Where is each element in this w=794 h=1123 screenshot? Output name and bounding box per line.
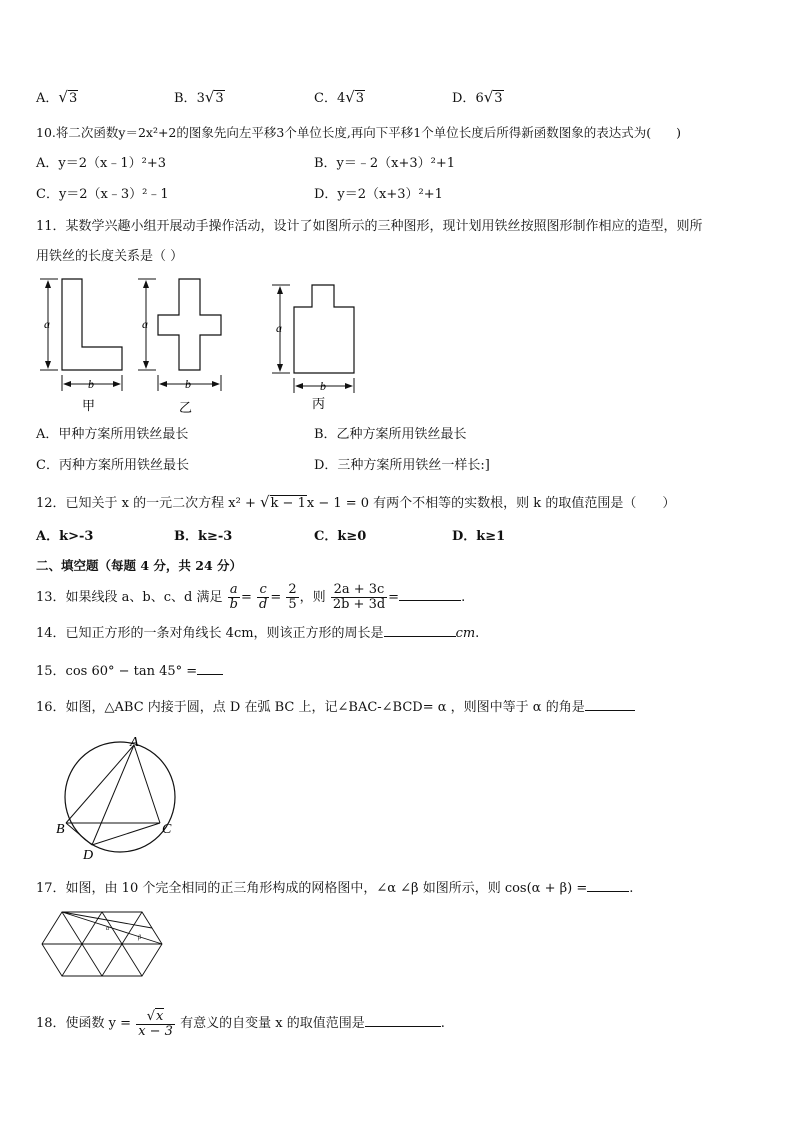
answer-blank[interactable]: [365, 1012, 441, 1027]
arrow-left-icon: [295, 383, 303, 389]
section-heading: 二、填空题（每题 4 分，共 24 分）: [36, 558, 243, 573]
arrow-left-icon: [159, 381, 167, 387]
answer-blank[interactable]: [197, 660, 223, 675]
q17-stem: 17．如图，由 10 个完全相同的正三角形构成的网格图中，∠α ∠β 如图所示，则 cos(α + β) = .: [36, 877, 633, 898]
fig-yi-cross-shape: [158, 279, 221, 370]
q11-figures: [36, 275, 376, 415]
radicand: k − 1: [270, 496, 306, 511]
arrow-right-icon: [345, 383, 353, 389]
fig-label-jia: 甲: [82, 398, 96, 413]
fraction: $\frac{a}{b}$: [229, 582, 238, 612]
fig-label-yi: 乙: [179, 400, 193, 415]
fig-jia-l-shape: [62, 279, 122, 370]
q12-option-d: D．k≥1: [452, 529, 506, 544]
q10-option-c: C．y＝2（x﹣3）²﹣1: [36, 187, 169, 202]
grid-line: [122, 944, 142, 976]
q9-option-d: D．6√3: [452, 88, 503, 106]
point-c-label: C: [162, 822, 172, 837]
label-b: b: [185, 377, 191, 391]
q11-option-a: A．甲种方案所用铁丝最长: [36, 427, 189, 442]
q11-option-c: C．丙种方案所用铁丝最长: [36, 458, 189, 473]
q17-triangle-grid: [38, 908, 168, 982]
grid-line: [62, 912, 82, 944]
option-letter: A．: [36, 91, 59, 106]
q9-option-b: B．3√3: [174, 88, 224, 106]
fig-label-bing: 丙: [312, 396, 326, 411]
q15-stem: 15．cos 60° − tan 45° =: [36, 660, 223, 681]
label-a: a: [276, 321, 282, 335]
q10-option-a: A．y＝2（x﹣1）²+3: [36, 156, 166, 171]
arrow-up-icon: [143, 280, 149, 288]
q11-stem-line1: 11．某数学兴趣小组开展动手操作活动，设计了如图所示的三种图形，现计划用铁丝按照图形制作相应的造型，则所: [36, 219, 703, 234]
segment-ab: [66, 745, 134, 823]
segment-cd: [92, 823, 160, 845]
point-a-label: A: [130, 735, 139, 750]
segment-ac: [134, 745, 160, 823]
arrow-right-icon: [113, 381, 121, 387]
q12-option-c: C．k≥0: [314, 529, 367, 544]
label-a: a: [44, 317, 50, 331]
answer-blank[interactable]: [585, 696, 635, 711]
q18-stem: 18．使函数 y = $\frac{√x}{x - 3}$ 有意义的自变量 x 的取值范围是 .: [36, 1009, 445, 1039]
q14-stem: 14．已知正方形的一条对角线长 4cm，则该正方形的周长是 cm.: [36, 622, 479, 643]
q11-stem-line2: 用铁丝的长度关系是（ ）: [36, 249, 184, 264]
fraction: $\frac{2}{5}$: [288, 582, 297, 612]
answer-blank[interactable]: [587, 877, 629, 892]
grid-line: [82, 912, 102, 944]
grid-line: [102, 944, 122, 976]
ray-beta: [62, 912, 162, 944]
point-d-label: D: [83, 848, 94, 863]
fraction: $\frac{c}{d}$: [259, 582, 268, 612]
grid-line: [62, 944, 82, 976]
segment-bd: [66, 823, 92, 845]
answer-blank[interactable]: [399, 586, 461, 601]
point-b-label: B: [56, 822, 65, 837]
angle-beta-mark: β: [138, 935, 141, 941]
arrow-down-icon: [45, 361, 51, 369]
label-b: b: [320, 379, 326, 393]
q12-stem: 12．已知关于 x 的一元二次方程 x² + √k − 1x − 1 = 0 有两个不相等的实数根，则 k 的取值范围是（ ）: [36, 493, 676, 511]
q12-option-a: A．k>-3: [36, 529, 94, 544]
q12-option-b: B．k≥-3: [174, 529, 233, 544]
label-a: a: [142, 317, 148, 331]
grid-line: [82, 944, 102, 976]
answer-blank[interactable]: [384, 622, 456, 637]
q10-stem: 10.将二次函数y＝2x²+2的图象先向左平移3个单位长度,再向下平移1个单位长度后所得新函数图象的表达式为( ): [36, 125, 682, 140]
q10-option-d: D．y＝2（x+3）²+1: [314, 187, 443, 202]
q13-stem: 13．如果线段 a、b、c、d 满足 $\frac{a}{b}$ = $\frac{c}{d}$ = $\frac{2}{5}$ ，则 $\frac{2a + 3c}{2b + 3d}$ = .: [36, 582, 466, 612]
q11-option-d: D．三种方案所用铁丝一样长:]: [314, 458, 490, 473]
q9-option-c: C．4√3: [314, 88, 365, 106]
arrow-up-icon: [45, 280, 51, 288]
arrow-up-icon: [277, 286, 283, 294]
arrow-down-icon: [143, 361, 149, 369]
segment-ad: [92, 745, 134, 845]
q16-stem: 16．如图，△ABC 内接于圆，点 D 在弧 BC 上，记∠BAC-∠BCD= α ，则图中等于 α 的角是: [36, 696, 635, 717]
q10-option-b: B．y＝﹣2（x+3）²+1: [314, 156, 456, 171]
radicand: 3: [68, 91, 78, 106]
angle-alpha-mark: α: [106, 926, 110, 932]
arrow-right-icon: [212, 381, 220, 387]
q16-circle-figure: [52, 733, 192, 865]
q9-option-a: A．√3: [36, 88, 78, 106]
fraction: $\frac{2a + 3c}{2b + 3d}$: [332, 582, 386, 612]
arrow-left-icon: [63, 381, 71, 387]
fig-bing-step-shape: [294, 285, 354, 373]
q11-option-b: B．乙种方案所用铁丝最长: [314, 427, 467, 442]
fraction: $\frac{√x}{x - 3}$: [138, 1009, 173, 1039]
label-b: b: [88, 377, 94, 391]
arrow-down-icon: [277, 364, 283, 372]
